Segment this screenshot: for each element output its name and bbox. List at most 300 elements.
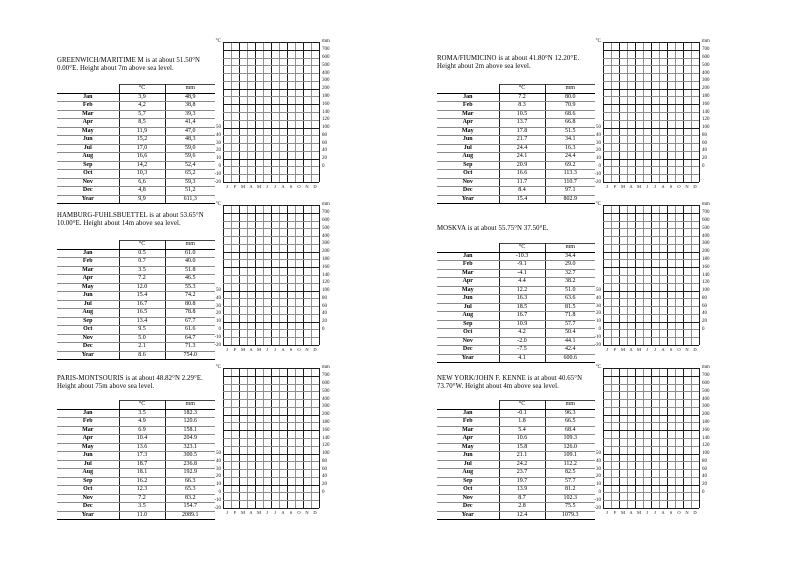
gridline-horizontal [603,221,699,222]
month-label: A [661,510,665,515]
temp-axis-tick-label: 30 [596,140,601,146]
station-panel [57,202,407,363]
climate-chart-grid [589,39,784,194]
gridline-horizontal [603,182,699,183]
precip-axis-tick-label: 120 [322,280,330,286]
gridline-horizontal [223,166,319,167]
temp-axis-tick-label: -20 [214,342,221,348]
precip-axis-tick-label: 60 [322,140,327,146]
gridline-horizontal [603,461,699,462]
precip-axis-tick-label: 80 [702,458,707,464]
precip-axis-tick-label: 200 [702,412,710,418]
precip-axis-tick-label: 120 [702,443,710,449]
precip-value-cell: 51.8 [165,266,215,275]
temp-axis-tick-label: 30 [216,140,221,146]
month-cell: Jun [57,136,119,145]
gridline-horizontal [223,415,319,416]
precip-value-cell: 16.3 [545,144,595,153]
precip-value-cell: 81.2 [545,486,595,495]
precip-value-cell: 120.6 [165,418,215,427]
month-cell: Aug [437,153,499,162]
month-column-header [57,401,119,410]
gridline-horizontal [223,143,319,144]
year-row [57,511,215,520]
gridline-horizontal [223,205,319,206]
year-row [57,195,215,204]
temp-value-cell: -0.1 [499,409,545,418]
climate-table [437,400,595,520]
month-label: J [226,184,228,189]
station-description: HAMBURG-FUHLSBUETTEL is at about 53.65°N 10.00°E. Height about 14m above sea level. [57,212,204,227]
temp-value-cell: 7.2 [499,93,545,102]
temp-axis-tick-label: -10 [214,171,221,177]
month-cell: Sep [437,477,499,486]
temp-axis-tick-label: -10 [594,171,601,177]
temp-value-cell: 24.4 [499,144,545,153]
temp-axis-tick-label: 40 [216,458,221,464]
month-row [57,452,215,461]
precip-axis-tick-label: 600 [322,55,330,61]
precip-axis-tick-label: 160 [322,264,330,270]
month-label: J [274,347,276,352]
precip-value-cell: 63.6 [545,295,595,304]
precip-axis-tick-label: 140 [702,435,710,441]
precip-value-cell: 158.1 [165,426,215,435]
month-label: S [669,184,673,189]
month-row [57,443,215,452]
temp-value-cell: 16,6 [119,153,165,162]
month-row [57,178,215,187]
temp-axis-tick-label: 10 [216,156,221,162]
precip-axis-tick-label: 0 [322,326,325,332]
temp-axis-tick-label: 20 [216,311,221,317]
precip-value-cell: 67.7 [165,317,215,326]
month-cell: Year [57,195,119,204]
month-row [437,119,595,128]
precip-axis-tick-label: 40 [322,474,327,480]
temp-value-cell: 4.9 [119,418,165,427]
gridline-horizontal [223,228,319,229]
month-cell: Apr [57,119,119,128]
month-label: N [685,510,689,515]
month-cell: Feb [57,258,119,267]
precip-value-cell: 600.6 [545,354,595,363]
month-label: N [685,184,689,189]
gridline-horizontal [223,314,319,315]
month-cell: Mar [57,426,119,435]
temp-axis-tick-label: 40 [596,132,601,138]
month-row [57,343,215,352]
month-cell: Feb [437,418,499,427]
month-label: M [240,347,245,352]
month-label: A [281,184,285,189]
precip-value-cell: 102.3 [545,494,595,503]
month-row [57,460,215,469]
month-cell: Feb [437,261,499,270]
station-description: ROMA/FIUMICINO is at about 41.80°N 12.20°E. Height about 2m above sea level. [437,55,580,70]
precip-value-cell: 82.5 [545,469,595,478]
precip-axis-tick-label: 700 [702,47,710,53]
gridline-horizontal [603,128,699,129]
month-cell: Apr [437,435,499,444]
climate-chart-grid [589,202,784,357]
gridline-horizontal [223,89,319,90]
temp-value-cell: 14,2 [119,161,165,170]
gridline-horizontal [223,58,319,59]
temp-axis-tick-label: 50 [596,288,601,294]
month-label: J [654,347,656,352]
gridline-horizontal [223,151,319,152]
temp-value-cell: 24.1 [499,153,545,162]
temp-value-cell: 21.7 [499,136,545,145]
month-cell: Oct [437,170,499,179]
temp-value-cell: 4.1 [499,354,545,363]
month-label: J [646,347,648,352]
gridline-horizontal [223,120,319,121]
precip-axis-tick-label: 0 [322,489,325,495]
month-row [57,503,215,512]
temp-axis-tick-label: 20 [216,148,221,154]
precip-axis-tick-label: 20 [702,482,707,488]
month-row [57,409,215,418]
precip-axis-tick-label: 300 [702,404,710,410]
month-cell: Jul [437,303,499,312]
month-cell: Nov [437,178,499,187]
station-info [57,42,215,200]
temp-axis-tick-label: 40 [596,295,601,301]
month-label: M [620,347,625,352]
gridline-horizontal [223,446,319,447]
gridline-horizontal [603,329,699,330]
gridline-horizontal [603,298,699,299]
month-cell: Jul [57,300,119,309]
temp-value-cell: 12.3 [119,486,165,495]
climate-table [57,84,215,204]
temp-value-cell: 11.7 [499,178,545,187]
temp-value-cell: 15.8 [499,443,545,452]
month-label: M [620,184,625,189]
precip-axis-tick-label: 100 [322,451,330,457]
month-cell: Sep [57,317,119,326]
month-cell: Jul [437,460,499,469]
gridline-horizontal [223,337,319,338]
station-description: MOSKVA is at about 55.75°N 37.50°E. [437,225,549,232]
temp-value-cell: 15.4 [119,292,165,301]
gridline-horizontal [223,469,319,470]
month-cell: Jul [437,144,499,153]
temp-value-cell: 5,7 [119,110,165,119]
temp-value-cell: 0.7 [119,258,165,267]
temp-value-cell: 15.4 [499,195,545,204]
precip-value-cell: 112.2 [545,460,595,469]
month-cell: Jan [57,409,119,418]
precip-axis-tick-label: 200 [322,249,330,255]
gridline-horizontal [603,500,699,501]
month-row [57,326,215,335]
month-cell: Oct [437,486,499,495]
precip-value-cell: 38.2 [545,278,595,287]
precip-axis-tick-label: 20 [702,156,707,162]
gridline-horizontal [603,399,699,400]
precip-value-cell: 44.1 [545,337,595,346]
month-label: O [297,347,301,352]
year-row [57,351,215,360]
temp-value-cell: 1.8 [499,418,545,427]
temp-value-cell: 10,3 [119,170,165,179]
station-info [437,368,595,526]
temp-value-cell: -10.3 [499,252,545,261]
month-cell: Aug [57,469,119,478]
month-label: M [256,510,261,515]
precip-value-cell: 66.3 [165,477,215,486]
precip-axis-tick-label: 200 [702,249,710,255]
month-cell: Jul [57,144,119,153]
precip-axis-tick-label: 500 [322,225,330,231]
temp-value-cell: 11.0 [119,511,165,520]
precip-axis-tick-label: 40 [702,311,707,317]
month-label: J [266,347,268,352]
precip-value-cell: 47,0 [165,127,215,136]
precip-value-cell: 611,3 [165,195,215,204]
month-row [437,110,595,119]
month-cell: Jan [437,409,499,418]
climate-table [57,400,215,520]
precip-axis-tick-label: 300 [702,78,710,84]
month-label: S [669,347,673,352]
precip-axis-tick-label: 0 [702,489,705,495]
temp-value-cell: 18.1 [119,469,165,478]
precip-axis-tick-label: 60 [702,303,707,309]
gridline-horizontal [603,275,699,276]
precip-axis-tick-label: 120 [322,117,330,123]
precip-value-cell: 55.3 [165,283,215,292]
temp-axis-tick-label: -20 [594,342,601,348]
month-column-header [437,401,499,410]
temp-value-cell: 8.4 [499,187,545,196]
gridline-horizontal [603,65,699,66]
month-row [437,261,595,270]
month-row [57,292,215,301]
month-row [437,127,595,136]
precip-axis-tick-label: 300 [322,404,330,410]
month-cell: Jun [437,295,499,304]
precip-axis-tick-label: 140 [322,272,330,278]
precip-axis-tick-label: 80 [322,295,327,301]
gridline-horizontal [223,306,319,307]
gridline-horizontal [223,259,319,260]
month-row [437,443,595,452]
precip-value-cell: 64.7 [165,334,215,343]
climate-chart-grid [209,202,404,357]
month-label: D [693,184,697,189]
temp-value-cell: -2.0 [499,337,545,346]
month-cell: Aug [437,312,499,321]
month-label: A [249,510,253,515]
precip-axis-tick-label: 180 [322,93,330,99]
precip-axis-tick-label: 60 [322,466,327,472]
temp-value-cell: 18.7 [119,460,165,469]
precip-axis-tick-label: 700 [322,373,330,379]
temp-axis-tick-label: -20 [594,179,601,185]
temp-axis-unit-label: °C [215,365,221,370]
precip-axis-tick-label: 180 [702,93,710,99]
temp-value-cell: 4.4 [499,278,545,287]
month-row [437,409,595,418]
precip-axis-tick-label: 200 [702,86,710,92]
month-cell: Nov [57,178,119,187]
precip-column-header: mm [545,85,595,94]
gridline-horizontal [223,291,319,292]
month-label: S [289,347,293,352]
gridline-horizontal [603,89,699,90]
month-row [437,486,595,495]
month-label: J [654,510,656,515]
gridline-horizontal [603,73,699,74]
temp-value-cell: 10.4 [119,435,165,444]
temp-value-cell: 6.9 [119,426,165,435]
month-row [57,93,215,102]
month-row [57,170,215,179]
table-header-row [437,401,595,410]
gridline-horizontal [223,298,319,299]
gridline-horizontal [603,422,699,423]
temp-axis-tick-label: 10 [596,156,601,162]
precip-axis-tick-label: 400 [322,233,330,239]
table-header-row [437,85,595,94]
gridline-horizontal [603,430,699,431]
month-label: D [313,510,317,515]
month-cell: Aug [57,309,119,318]
station-description: PARIS-MONTSOURIS is at about 48.82°N 2.29°E. Height about 75m above sea level. [57,375,203,390]
station-panel [57,39,407,202]
gridline-horizontal [603,259,699,260]
precip-value-cell: 110.7 [545,178,595,187]
precip-value-cell: 48,9 [165,93,215,102]
month-row [437,329,595,338]
temp-value-cell: 9,9 [119,195,165,204]
gridline-horizontal [603,42,699,43]
precip-axis-tick-label: 500 [322,62,330,68]
precip-value-cell: 71.8 [545,312,595,321]
month-cell: Oct [57,326,119,335]
month-cell: Jan [57,93,119,102]
month-label: F [613,510,617,515]
month-row [437,161,595,170]
gridline-vertical [699,368,700,508]
station-description: GREENWICH/MARITIME M is at about 51.50°N 0.00°E. Height about 7m above sea level. [57,57,201,72]
month-cell: Mar [437,269,499,278]
precip-axis-tick-label: 40 [322,148,327,154]
month-cell: Dec [437,187,499,196]
month-label: N [305,184,309,189]
precip-column-header: mm [165,241,215,250]
precip-value-cell: 81.5 [545,303,595,312]
station-info [57,205,215,363]
month-label: A [281,347,285,352]
month-label: O [677,184,681,189]
month-row [437,187,595,196]
temp-value-cell: 8.3 [499,102,545,111]
temp-axis-unit-label: °C [215,39,221,44]
precip-value-cell: 59,6 [165,153,215,162]
precip-axis-tick-label: 20 [322,156,327,162]
precip-axis-tick-label: 400 [322,396,330,402]
month-cell: Apr [437,119,499,128]
month-row [57,153,215,162]
month-label: F [233,184,237,189]
month-cell: Jul [57,460,119,469]
gridline-horizontal [603,446,699,447]
temp-value-cell: 16.6 [499,170,545,179]
precip-axis-tick-label: 120 [322,443,330,449]
precip-value-cell: 154.7 [165,503,215,512]
gridline-horizontal [223,96,319,97]
precip-value-cell: 323.1 [165,443,215,452]
precip-value-cell: 59,3 [165,178,215,187]
temp-axis-tick-label: 20 [596,148,601,154]
temp-value-cell: 16.7 [119,300,165,309]
month-label: J [646,510,648,515]
gridline-vertical [319,205,320,345]
precip-axis-tick-label: 100 [322,125,330,131]
temp-axis-tick-label: 50 [596,125,601,131]
month-row [437,303,595,312]
month-label: M [240,184,245,189]
station-info [437,205,595,363]
gridline-horizontal [223,368,319,369]
precip-axis-tick-label: 80 [702,132,707,138]
temp-axis-tick-label: 10 [216,482,221,488]
station-panel [437,39,787,202]
gridline-horizontal [223,73,319,74]
month-label: A [661,184,665,189]
temp-value-cell: 7.2 [119,494,165,503]
gridline-horizontal [223,104,319,105]
gridline-horizontal [223,65,319,66]
precip-axis-tick-label: 80 [322,132,327,138]
temp-column-header: °C [119,401,165,410]
temp-value-cell: 19.7 [499,477,545,486]
gridline-horizontal [223,322,319,323]
precip-axis-tick-label: 180 [322,419,330,425]
precip-axis-tick-label: 40 [702,148,707,154]
gridline-horizontal [603,283,699,284]
month-row [57,283,215,292]
precip-value-cell: 192.9 [165,469,215,478]
station-info [57,368,215,526]
precip-axis-tick-label: 700 [322,47,330,53]
month-row [57,334,215,343]
gridline-horizontal [603,252,699,253]
precip-value-cell: 52,4 [165,161,215,170]
month-cell: Dec [57,187,119,196]
month-row [437,346,595,355]
temp-value-cell: 5.4 [499,426,545,435]
gridline-horizontal [603,159,699,160]
month-label: J [266,510,268,515]
month-row [437,320,595,329]
precip-value-cell: 109.3 [545,435,595,444]
month-row [57,249,215,258]
month-row [437,153,595,162]
month-row [437,426,595,435]
precip-value-cell: 126.0 [545,443,595,452]
month-cell: Year [437,354,499,363]
precip-value-cell: 57.7 [545,320,595,329]
month-row [57,144,215,153]
month-label: J [654,184,656,189]
month-label: F [613,347,617,352]
